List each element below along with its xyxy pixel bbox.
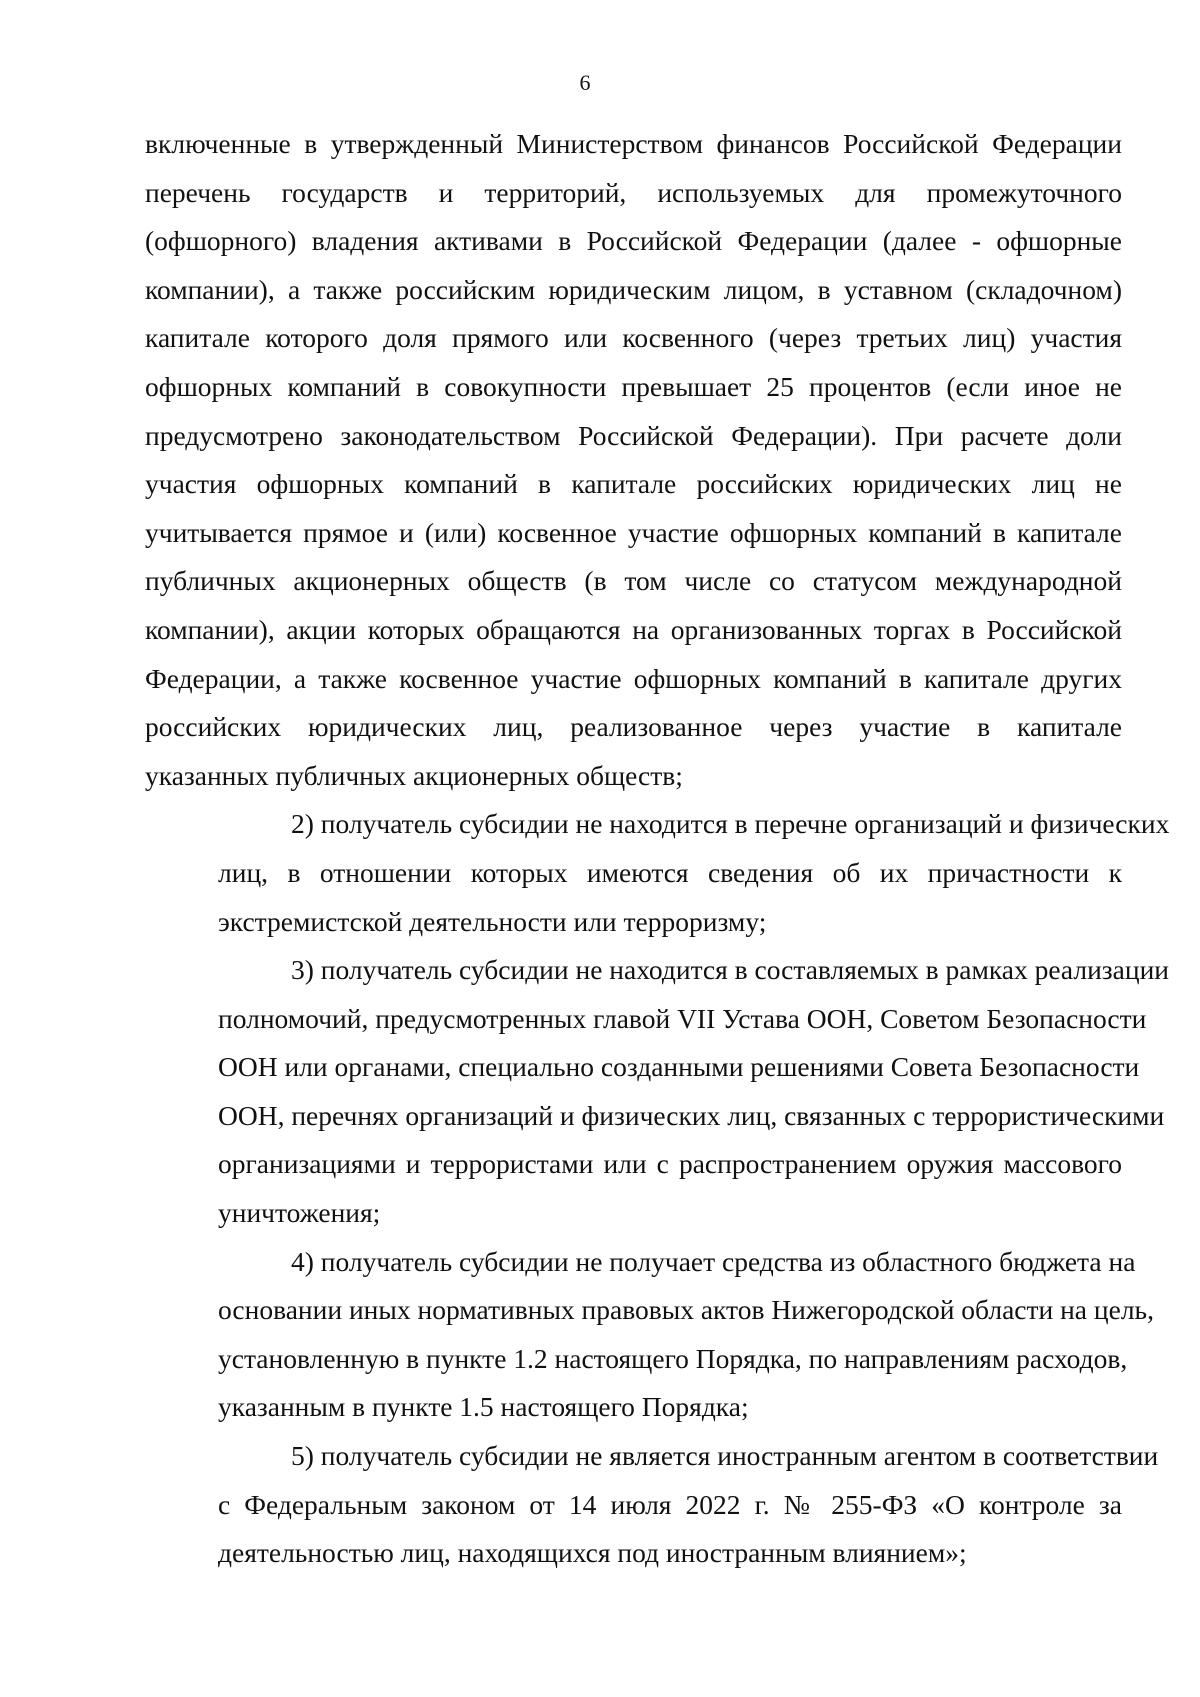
text-line: основании иных нормативных правовых актов Нижегородской области на цель,	[218, 1294, 1154, 1326]
text-line: публичных акционерных обществ (в том числе со статусом международной	[145, 565, 1122, 597]
paragraph-item-3	[145, 946, 1170, 1238]
text-line: 4) получатель субсидии не получает средства из областного бюджета на	[291, 1245, 1136, 1277]
paragraph-item-4	[145, 1238, 1154, 1432]
text-line: установленную в пункте 1.2 настоящего Порядка, по направлениям расходов,	[218, 1342, 1128, 1374]
text-line: учитывается прямое и (или) косвенное участие офшорных компаний в капитале	[145, 516, 1122, 548]
text-line: предусмотрено законодательством Российской Федерации). При расчете доли	[145, 419, 1122, 451]
text-line: компании), а также российским юридическим лицом, в уставном (складочном)	[145, 273, 1122, 305]
document-body	[145, 120, 1170, 1578]
text-line: Федерации, а также косвенное участие офшорных компаний в капитале других	[145, 662, 1122, 694]
paragraph-item-5	[145, 1432, 1159, 1578]
text-line: 2) получатель субсидии не находится в перечне организаций и физических	[291, 808, 1170, 840]
paragraph-intro	[145, 120, 1122, 800]
text-line: указанным в пункте 1.5 настоящего Порядка;	[218, 1391, 749, 1423]
text-line: уничтожения;	[218, 1197, 381, 1229]
text-line: (офшорного) владения активами в Российской Федерации (далее - офшорные	[145, 225, 1122, 257]
text-line: перечень государств и территорий, используемых для промежуточного	[145, 176, 1122, 208]
text-line: с Федеральным законом от 14 июля 2022 г. № 255-ФЗ «О контроле за	[218, 1488, 1122, 1520]
text-line: экстремистской деятельности или терроризму;	[218, 905, 767, 937]
paragraph-item-2	[145, 800, 1170, 946]
text-line: указанных публичных акционерных обществ;	[145, 759, 683, 791]
page-number: 6	[579, 70, 591, 95]
text-line: организациями и террористами или с распространением оружия массового	[218, 1148, 1122, 1180]
text-line: капитале которого доля прямого или косвенного (через третьих лиц) участия	[145, 322, 1122, 354]
text-line: полномочий, предусмотренных главой VII Устава ООН, Советом Безопасности	[218, 1002, 1147, 1034]
text-line: деятельностью лиц, находящихся под иностранным влиянием»;	[218, 1537, 967, 1569]
text-line: российских юридических лиц, реализованное через участие в капитале	[145, 711, 1122, 743]
text-line: офшорных компаний в совокупности превышает 25 процентов (если иное не	[145, 370, 1122, 402]
text-line: ООН, перечнях организаций и физических лиц, связанных с террористическими	[218, 1099, 1165, 1131]
text-line: участия офшорных компаний в капитале российских юридических лиц не	[145, 468, 1122, 500]
text-line: включенные в утвержденный Министерством финансов Российской Федерации	[145, 128, 1122, 159]
text-line: лиц, в отношении которых имеются сведения об их причастности к	[218, 856, 1122, 888]
text-line: 3) получатель субсидии не находится в составляемых в рамках реализации	[291, 954, 1170, 986]
text-line: 5) получатель субсидии не является иностранным агентом в соответствии	[291, 1440, 1159, 1472]
text-line: ООН или органами, специально созданными решениями Совета Безопасности	[218, 1051, 1140, 1083]
text-line: компании), акции которых обращаются на организованных торгах в Российской	[145, 613, 1122, 645]
